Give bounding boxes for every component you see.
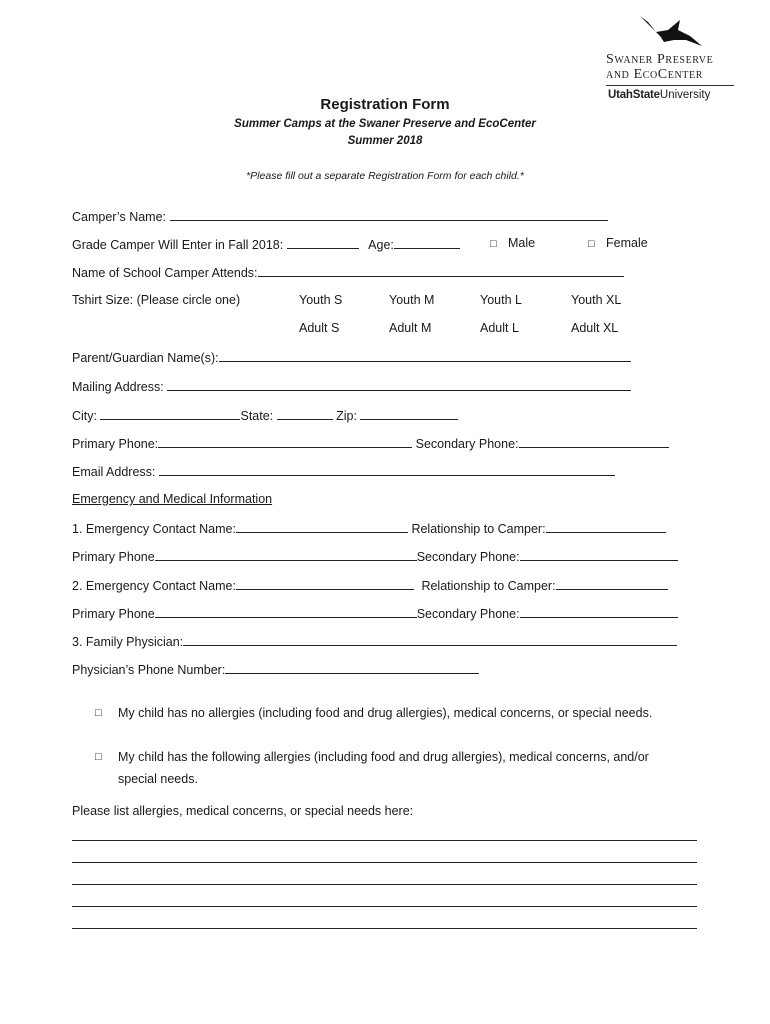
form-title: Registration Form <box>320 96 450 113</box>
physician-field[interactable] <box>183 633 677 646</box>
emergency-contact-1-field[interactable] <box>236 520 408 533</box>
primary-phone-label: Primary Phone: <box>72 437 159 451</box>
relationship-1-label: Relationship to Camper: <box>411 522 546 536</box>
form-subtitle: Summer Camps at the Swaner Preserve and EcoCenter <box>234 118 536 130</box>
primary-phone-field[interactable] <box>158 435 412 448</box>
size-adult-s[interactable]: Adult S <box>299 321 340 335</box>
female-checkbox[interactable]: □ <box>588 238 595 250</box>
size-youth-m[interactable]: Youth M <box>389 293 435 307</box>
emergency-secondary-phone-1-label: Secondary Phone: <box>416 550 520 564</box>
allergies-line-5[interactable] <box>72 928 697 929</box>
male-checkbox[interactable]: □ <box>490 238 497 250</box>
allergies-line-2[interactable] <box>72 862 697 863</box>
size-youth-xl[interactable]: Youth XL <box>571 293 622 307</box>
physician-phone-field[interactable] <box>225 661 479 674</box>
physician-label: 3. Family Physician: <box>72 635 184 649</box>
heron-bird-icon <box>634 12 704 52</box>
city-row <box>72 407 458 423</box>
age-label: Age: <box>368 238 394 252</box>
has-allergies-checkbox[interactable]: □ <box>95 751 102 763</box>
grade-field[interactable] <box>287 236 359 249</box>
allergies-line-4[interactable] <box>72 906 697 907</box>
no-allergies-option: My child has no allergies (including food and drug allergies), medical concerns, or special needs. <box>118 706 653 720</box>
camper-name-row <box>72 208 608 224</box>
email-field[interactable] <box>159 463 615 476</box>
secondary-phone-field[interactable] <box>519 435 669 448</box>
relationship-1-field[interactable] <box>546 520 666 533</box>
emergency-contact-1-row <box>72 520 666 536</box>
mailing-label: Mailing Address: <box>72 380 164 394</box>
zip-field[interactable] <box>360 407 458 420</box>
form-season: Summer 2018 <box>347 135 423 147</box>
relationship-2-field[interactable] <box>556 577 668 590</box>
allergies-list-prompt: Please list allergies, medical concerns, or special needs here: <box>72 804 414 818</box>
male-option[interactable] <box>490 236 535 250</box>
state-field[interactable] <box>277 407 333 420</box>
emergency-contact-2-label: 2. Emergency Contact Name: <box>72 579 236 593</box>
logo-line-1: Swaner Preserve <box>606 52 714 67</box>
state-label: State: <box>240 409 274 423</box>
emergency-phone-1-row <box>72 548 678 564</box>
grade-row <box>72 236 460 252</box>
mailing-field[interactable] <box>167 378 631 391</box>
school-field[interactable] <box>258 264 624 277</box>
emergency-secondary-phone-1-field[interactable] <box>520 548 678 561</box>
parent-row <box>72 349 631 365</box>
emergency-primary-phone-1-label: Primary Phone <box>72 550 155 564</box>
physician-phone-row <box>72 661 479 677</box>
camper-name-field[interactable] <box>170 208 608 221</box>
secondary-phone-label: Secondary Phone: <box>415 437 519 451</box>
physician-phone-label: Physician’s Phone Number: <box>72 663 226 677</box>
parent-field[interactable] <box>219 349 631 362</box>
email-row <box>72 463 615 479</box>
emergency-primary-phone-2-label: Primary Phone <box>72 607 155 621</box>
emergency-primary-phone-1-field[interactable] <box>155 548 417 561</box>
size-adult-xl[interactable]: Adult XL <box>571 321 619 335</box>
emergency-contact-2-field[interactable] <box>236 577 414 590</box>
size-youth-s[interactable]: Youth S <box>299 293 343 307</box>
physician-row <box>72 633 677 649</box>
male-label: Male <box>508 236 536 250</box>
size-adult-l[interactable]: Adult L <box>480 321 519 335</box>
female-option[interactable] <box>588 236 648 250</box>
emergency-heading: Emergency and Medical Information <box>72 492 273 506</box>
size-adult-m[interactable]: Adult M <box>389 321 432 335</box>
relationship-2-label: Relationship to Camper: <box>421 579 556 593</box>
school-row <box>72 264 624 280</box>
mailing-row <box>72 378 631 394</box>
emergency-contact-2-row <box>72 577 668 593</box>
tshirt-label: Tshirt Size: (Please circle one) <box>72 293 241 307</box>
logo-divider <box>606 85 734 86</box>
emergency-secondary-phone-2-label: Secondary Phone: <box>416 607 520 621</box>
swaner-logo <box>594 12 734 101</box>
school-label: Name of School Camper Attends: <box>72 266 258 280</box>
logo-line-2: and EcoCenter <box>606 67 703 82</box>
camper-name-label: Camper’s Name: <box>72 210 167 224</box>
emergency-contact-1-label: 1. Emergency Contact Name: <box>72 522 236 536</box>
emergency-secondary-phone-2-field[interactable] <box>520 605 678 618</box>
zip-label: Zip: <box>336 409 357 423</box>
allergies-line-1[interactable] <box>72 840 697 841</box>
allergies-line-3[interactable] <box>72 884 697 885</box>
no-allergies-checkbox[interactable]: □ <box>95 707 102 719</box>
grade-label: Grade Camper Will Enter in Fall 2018: <box>72 238 284 252</box>
form-note: *Please fill out a separate Registration Form for each child.* <box>246 170 524 182</box>
parent-label: Parent/Guardian Name(s): <box>72 351 219 365</box>
city-field[interactable] <box>100 407 240 420</box>
size-youth-l[interactable]: Youth L <box>480 293 522 307</box>
phone-row <box>72 435 669 451</box>
email-label: Email Address: <box>72 465 156 479</box>
usu-wordmark: UtahStateUniversity <box>608 89 711 101</box>
has-allergies-option: My child has the following allergies (including food and drug allergies), medical concerns, and/or special needs. <box>118 750 649 786</box>
age-field[interactable] <box>394 236 460 249</box>
female-label: Female <box>606 236 648 250</box>
emergency-primary-phone-2-field[interactable] <box>155 605 417 618</box>
city-label: City: <box>72 409 97 423</box>
emergency-phone-2-row <box>72 605 678 621</box>
